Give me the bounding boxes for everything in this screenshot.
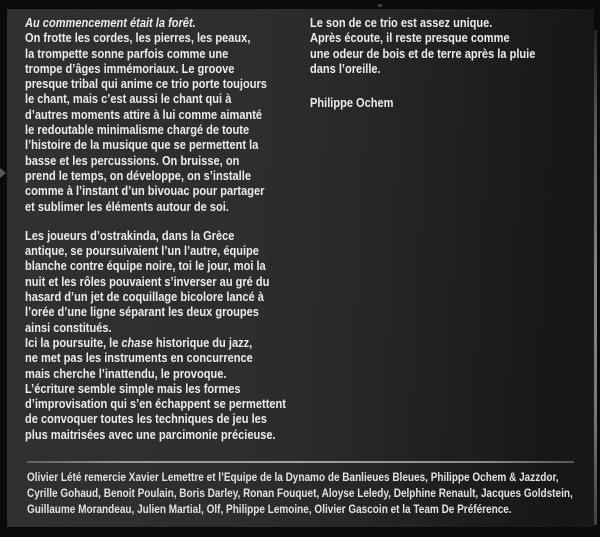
scan-artifact <box>0 168 6 178</box>
right-text-column <box>310 15 575 110</box>
ostrakinda-paragraph: Les joueurs d’ostrakinda, dans la Grèce antique, se poursuivaient l’un l’autre, équipe blanche contre équipe noire, toi le jour, moi la nuit et les rôles pouvaient s’inverser au gré du hasard d’un jet de coquillage bicolore lancé à l’orée d’une ligne séparant les deux groupes ainsi constitués. Ici la poursuite, le chase historique du jazz, ne met pas les instruments en concurrence mais cherche l’inattendu, le provoque. L’écriture semble simple mais les formes d’improvisation qui s’en échappent se permettent de convoquer toutes les techniques de jeu les plus maitrisées avec une parcimonie précieuse. <box>25 227 286 442</box>
left-text-column <box>25 15 332 442</box>
credits-text: Olivier Lété remercie Xavier Lemettre et l’Equipe de la Dynamo de Banlieues Bleues, Philippe Ochem & Jazzdor, Cyrille Gohaud, Benoit Poulain, Boris Darley, Ronan Fouquet, Aloyse Leledy, Delphine Renault, Jacques Goldstein, Guillaume Morandeau, Julien Martial, Olf, Philippe Lemoine, Olivier Gascoin et la Team De Préférence. <box>27 472 573 517</box>
quote-paragraph: Le son de ce trio est assez unique. Après écoute, il reste presque comme une odeur de bois et de terre après la pluie dans l’oreille. <box>310 15 536 76</box>
intro-paragraph: Au commencement était la forêt. On frotte les cordes, les pierres, les peaux, la trompette sonne parfois comme une trompe d’âges immémoriaux. Le groove presque tribal qui anime ce trio porte toujours le chant, mais c’est aussi le chant qui à d’autres moments attire à lui comme aimanté le redoutable minimalisme chargé de toute l’histoire de la musique que se permettent la basse et les percussions. On bruisse, on prend le temps, on développe, on s’installe comme à l’instant d’un bivouac pour partager et sublimer les éléments autour de soi. <box>25 15 267 214</box>
page-edge-highlight <box>594 30 597 525</box>
author-signature: Philippe Ochem <box>310 95 394 111</box>
scan-artifact <box>378 4 382 7</box>
credits-divider <box>27 461 574 463</box>
